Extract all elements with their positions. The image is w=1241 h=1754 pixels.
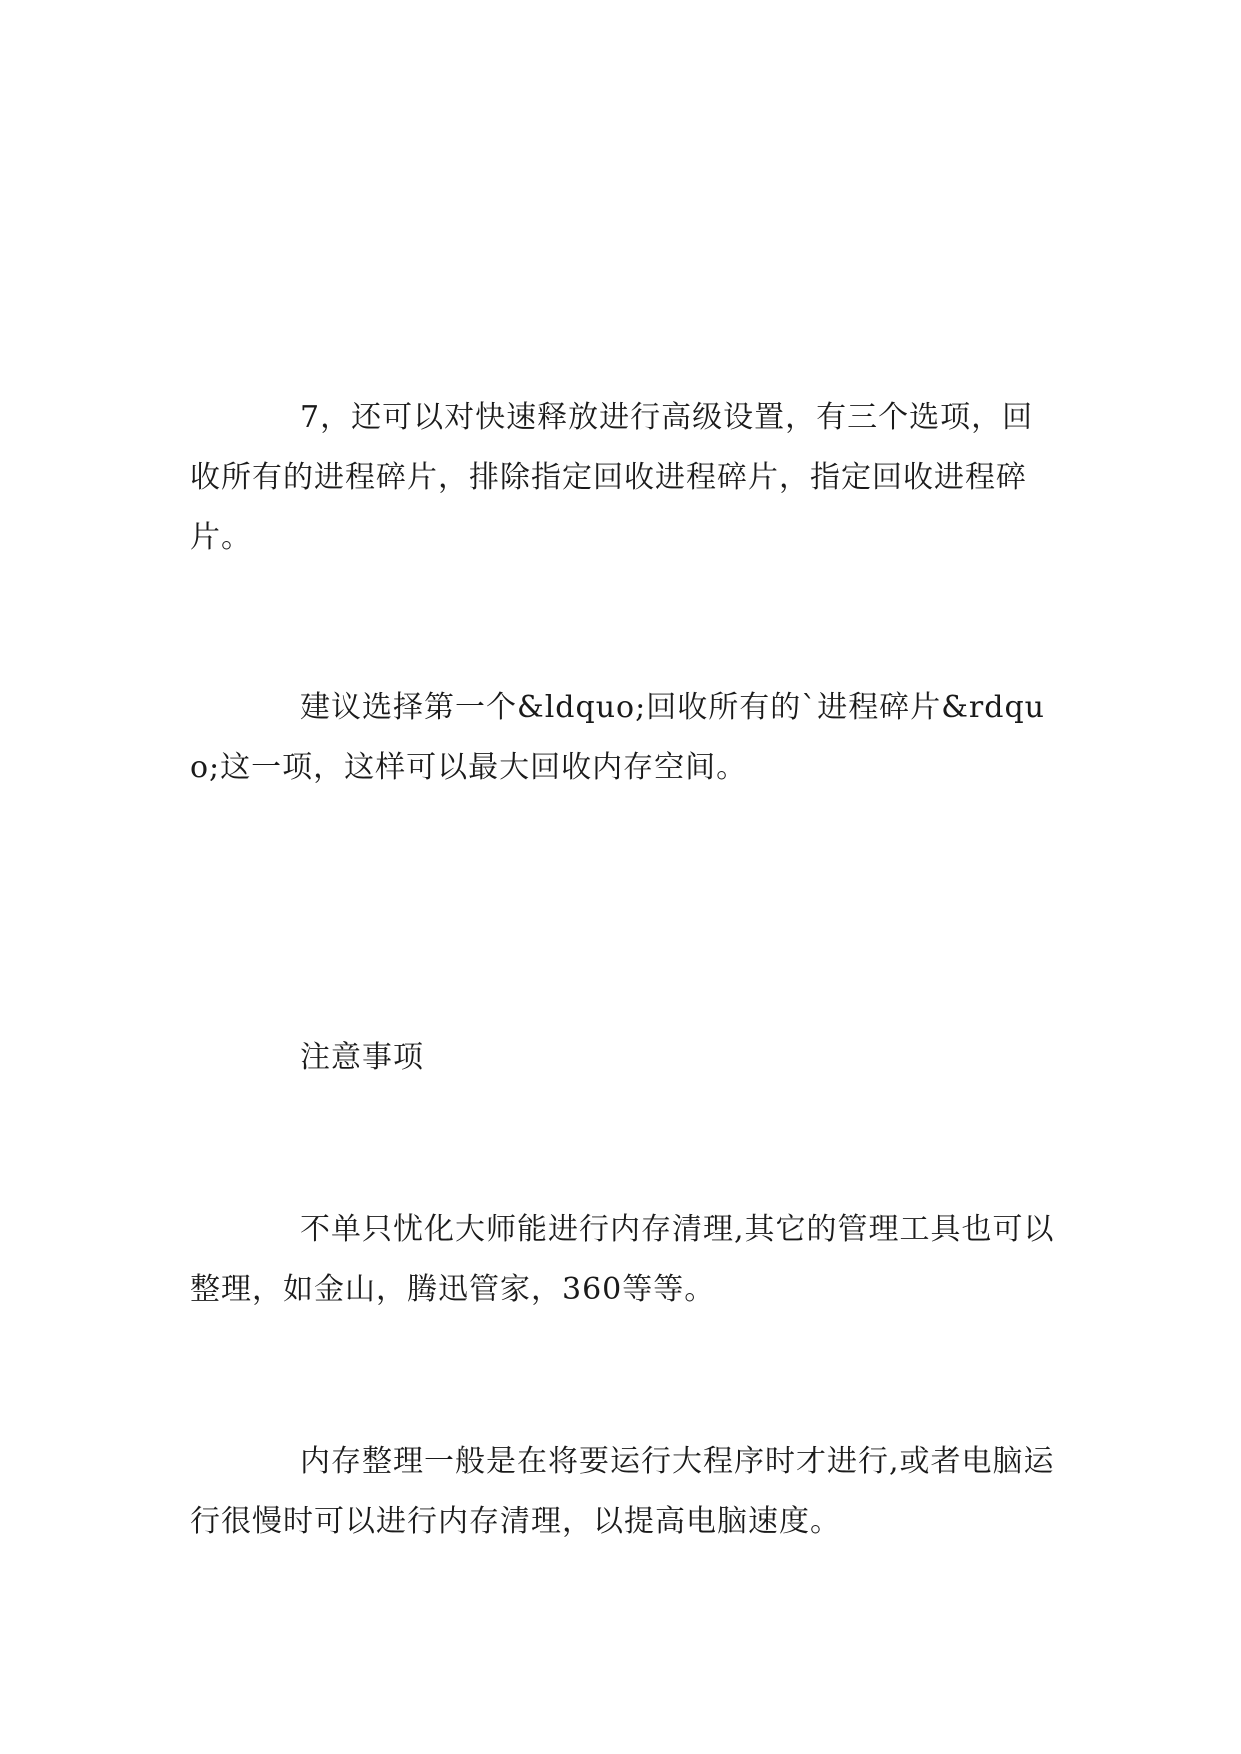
paragraph-recommendation: 建议选择第一个&ldquo;回收所有的`进程碎片&rdquo;这一项，这样可以最大回收内存空间。 bbox=[190, 690, 1045, 785]
paragraph-advanced-settings: 7，还可以对快速释放进行高级设置，有三个选项，回收所有的进程碎片，排除指定回收进程碎片，指定回收进程碎片。 bbox=[190, 400, 1034, 555]
section-heading-notes: 注意事项 bbox=[300, 1040, 424, 1075]
paragraph-other-tools: 不单只忧化大师能进行内存清理,其它的管理工具也可以整理，如金山，腾迅管家，360等等。 bbox=[190, 1212, 1055, 1307]
paragraph-when-to-clean: 内存整理一般是在将要运行大程序时才进行,或者电脑运行很慢时可以进行内存清理，以提高电脑速度。 bbox=[190, 1444, 1055, 1539]
